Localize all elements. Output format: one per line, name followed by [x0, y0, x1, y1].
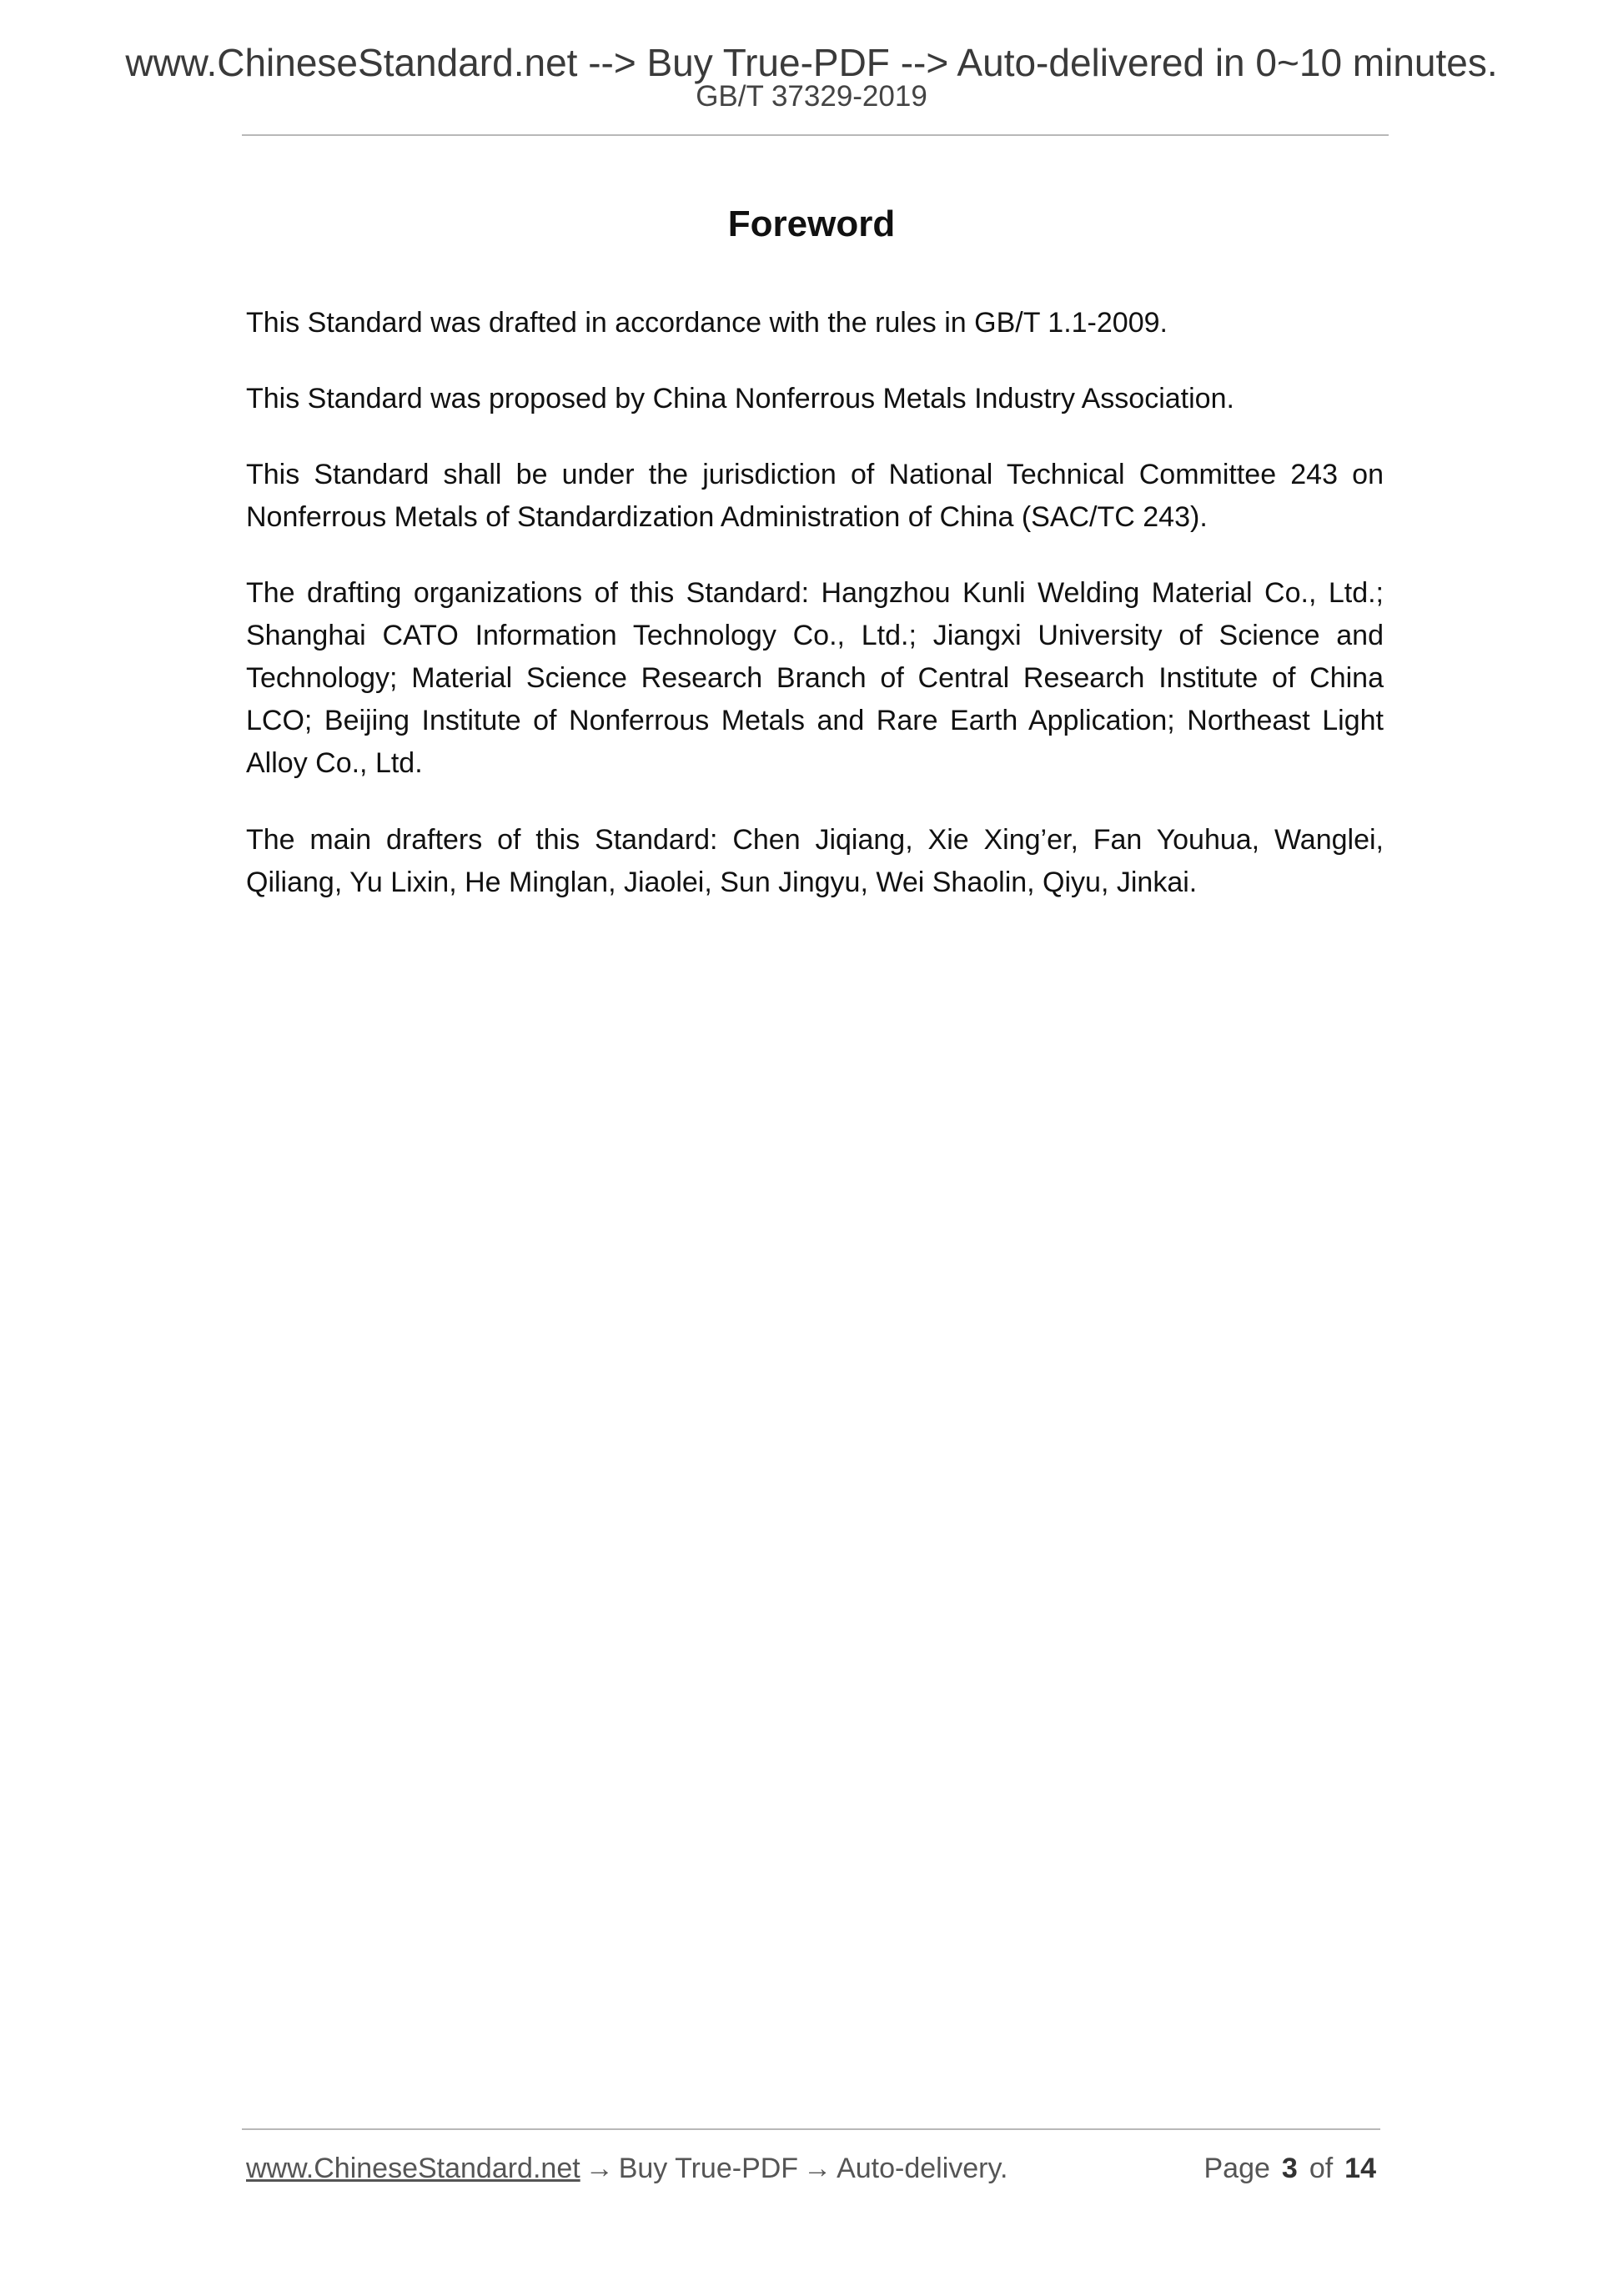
page-current: 3: [1281, 2153, 1298, 2184]
document-code: GB/T 37329-2019: [696, 80, 927, 113]
header-divider: [242, 134, 1389, 136]
page-label: Page: [1203, 2153, 1270, 2184]
footer-site-link[interactable]: www.ChineseStandard.net: [246, 2153, 580, 2184]
paragraph-text: This Standard shall be under the jurisdiction of National Technical Committee 243 on Nonferrous Metals of Standardization Administration of China (SAC/TC 243).: [246, 459, 1384, 533]
footer-promo: [246, 2148, 1007, 2189]
page-total: 14: [1344, 2153, 1376, 2184]
paragraph-jurisdiction: [246, 454, 1384, 539]
footer-divider: [242, 2128, 1380, 2130]
arrow-right-icon: →: [803, 2153, 832, 2184]
paragraph-drafting-organizations: [246, 572, 1384, 785]
paragraph-text: The drafting organizations of this Standard: Hangzhou Kunli Welding Material Co., Ltd.; Shanghai CATO Information Technology Co., Ltd.; Jiangxi University of Science and Technology; Material Science Research Branch of Central Research Institute of China LCO; Beijing Institute of Nonferrous Metals and Rare Earth Application; Northeast Light Alloy Co., Ltd.: [246, 577, 1384, 779]
page-number: [1203, 2148, 1376, 2189]
paragraph-drafting-rules: [246, 302, 1384, 344]
paragraph-text: The main drafters of this Standard: Chen Jiqiang, Xie Xing’er, Fan Youhua, Wanglei, Qiliang, Yu Lixin, He Minglan, Jiaolei, Sun Jingyu, Wei Shaolin, Qiyu, Jinkai.: [246, 824, 1384, 898]
paragraph-main-drafters: [246, 819, 1384, 904]
arrow-right-icon: →: [585, 2153, 614, 2184]
site-banner[interactable]: www.ChineseStandard.net --> Buy True-PDF --> Auto-delivered in 0~10 minutes.: [125, 41, 1498, 84]
page-footer: [246, 2148, 1376, 2189]
paragraph-text: This Standard was proposed by China Nonferrous Metals Industry Association.: [246, 383, 1234, 414]
footer-buy-text: Buy True-PDF: [618, 2153, 799, 2184]
page-title: Foreword: [727, 203, 896, 244]
page-of-label: of: [1309, 2153, 1334, 2184]
paragraph-text: This Standard was drafted in accordance with the rules in GB/T 1.1-2009.: [246, 307, 1168, 339]
footer-delivery-text: Auto-delivery.: [837, 2153, 1008, 2184]
paragraph-proposer: [246, 378, 1384, 420]
